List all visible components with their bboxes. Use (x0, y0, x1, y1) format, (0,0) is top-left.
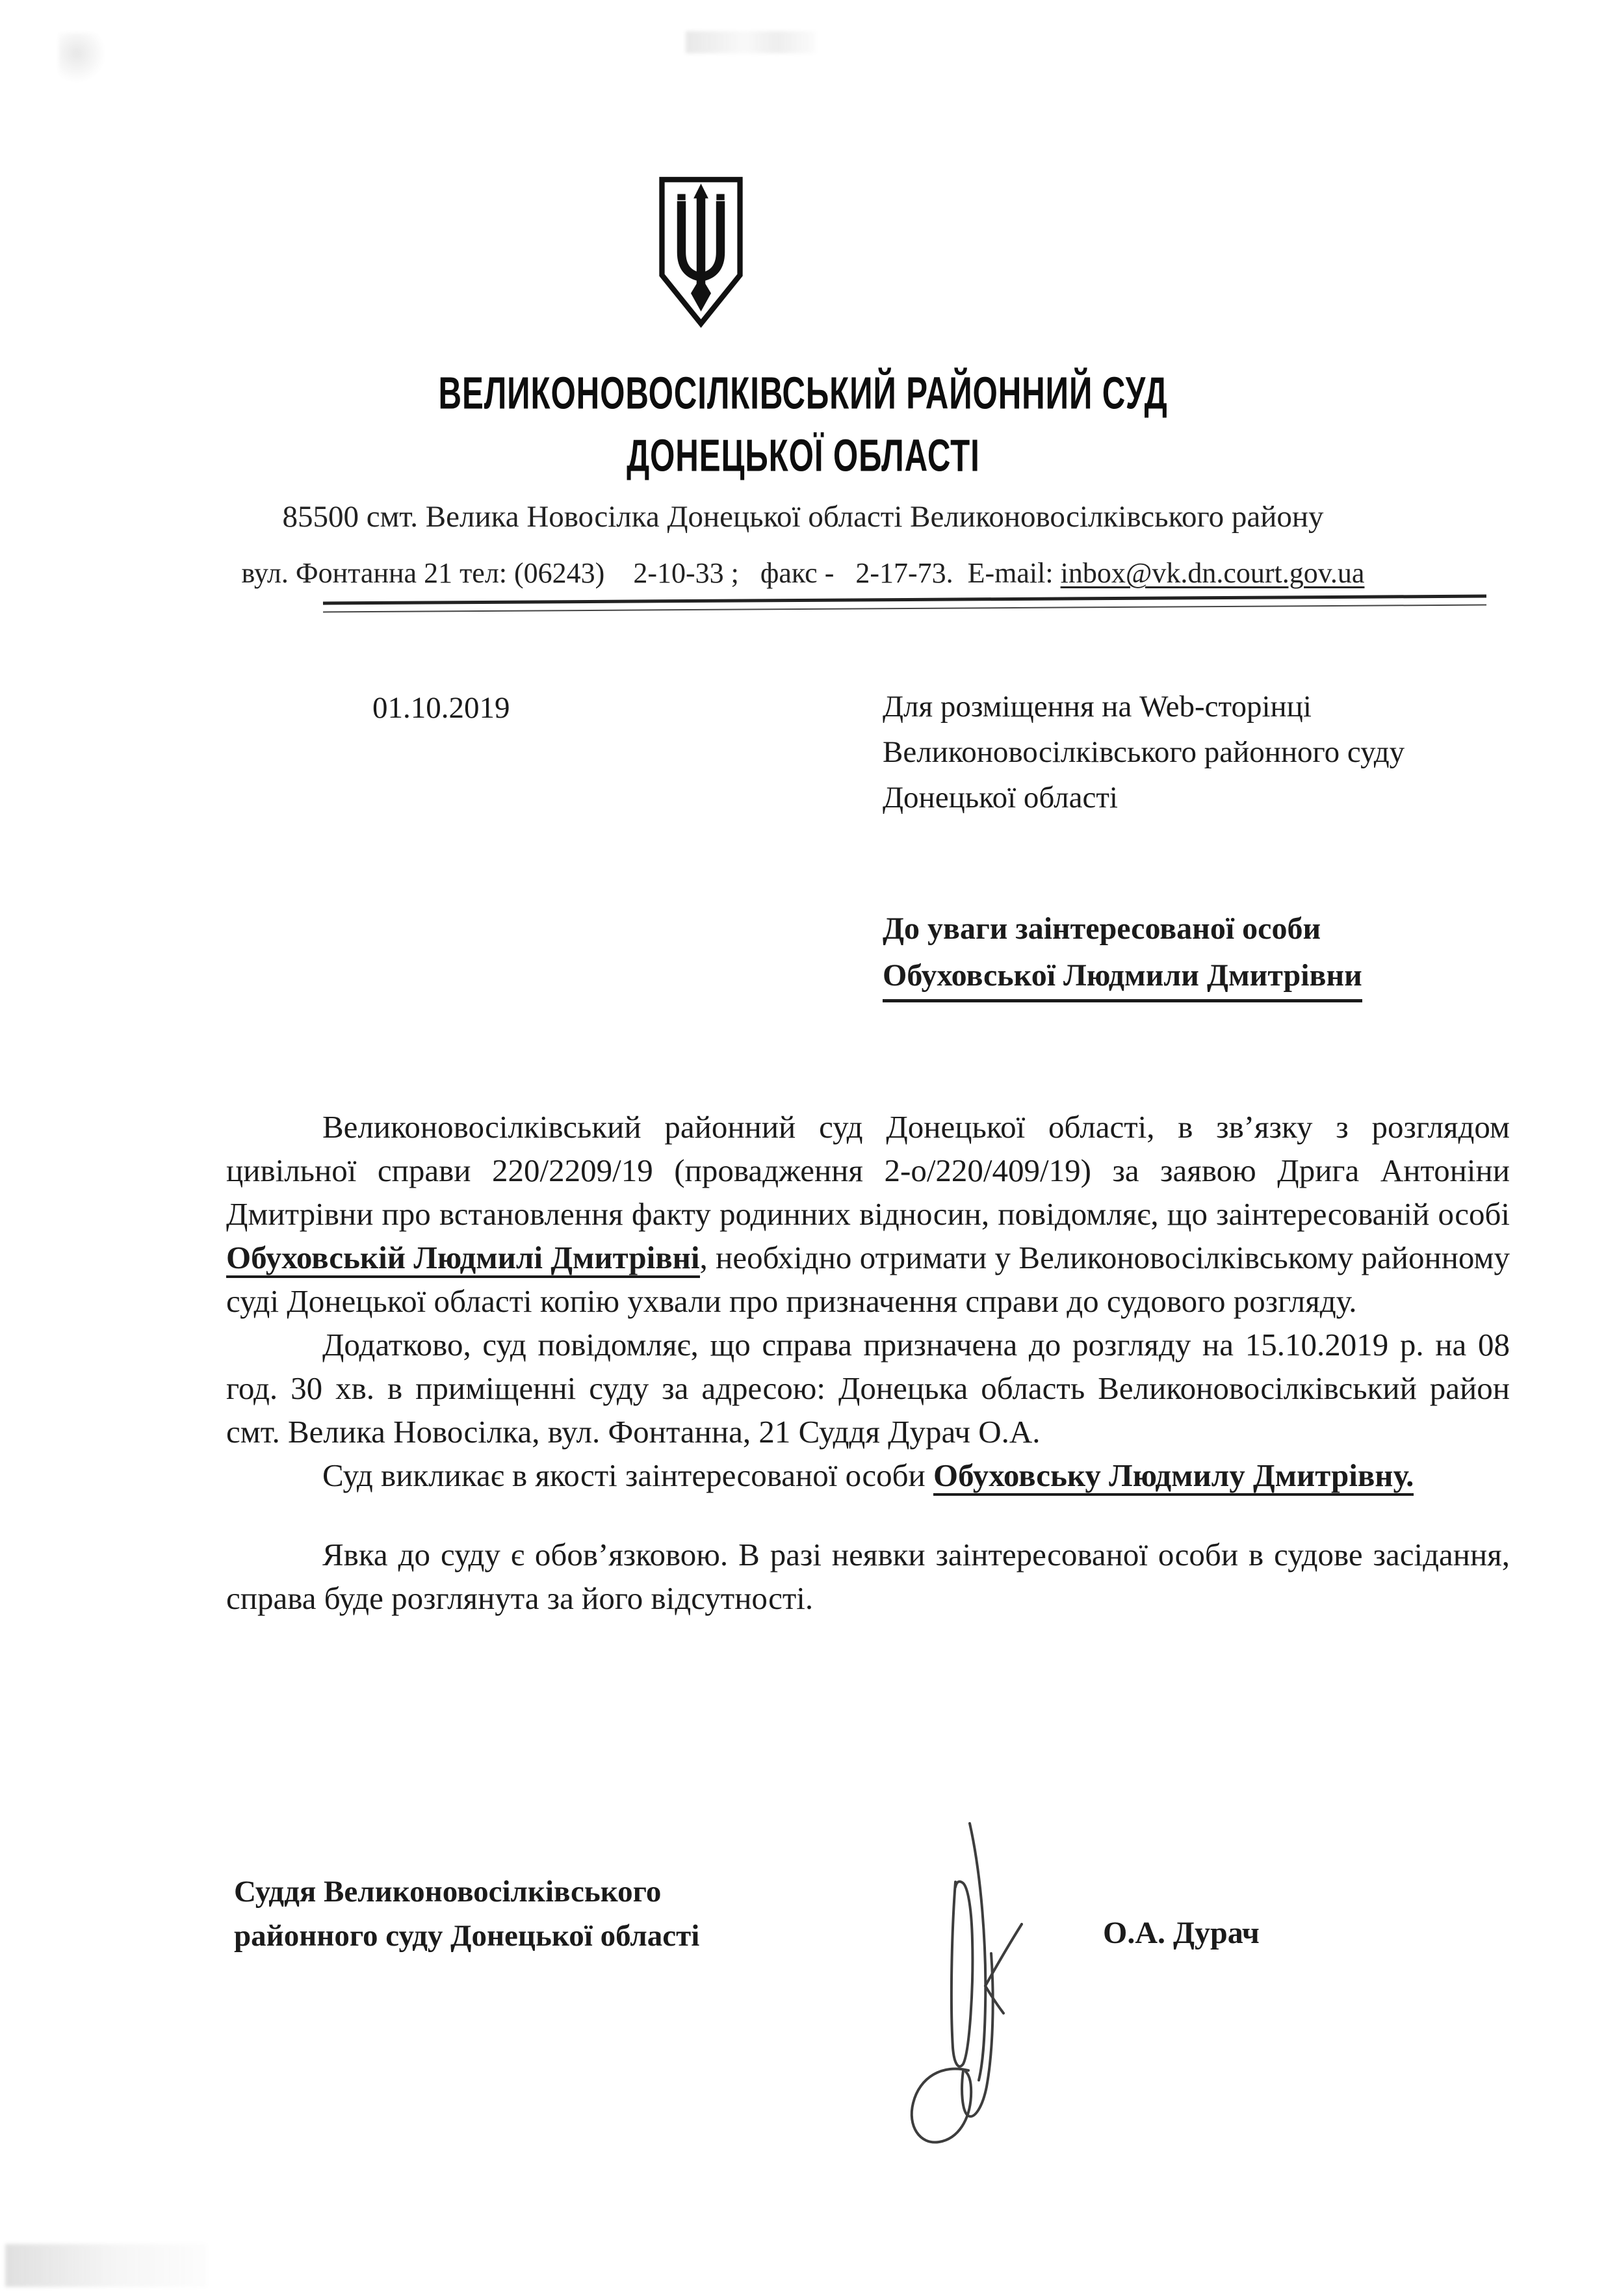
web-note-line2: Великоновосілківського районного суду (883, 735, 1405, 769)
addressee-block (883, 907, 1362, 1002)
court-name-line1-text: ВЕЛИКОНОВОСІЛКІВСЬКИЙ РАЙОННИЙ СУД (438, 367, 1168, 419)
body-paragraph-2: Додатково, суд повідомляє, що справа призначена до розгляду на 15.10.2019 р. на 08 год. 30 хв. в приміщенні суду за адресою: Донецька область Великоновосілківський район смт. Велика Новосілка, вул. Фонтанна, 21 Суддя Дурач О.А. (226, 1327, 1510, 1450)
contact-prefix: вул. Фонтанна 21 тел: (06243) 2-10-33 ; факс - 2-17-73. E-mail: (241, 557, 1061, 589)
web-note-line3: Донецької області (883, 781, 1118, 815)
paragraph1-text-start: Великоновосілківський районний суд Донецької області, в зв’язку з розглядом цивільної справи 220/2209/19 (провадження 2-о/220/409/19) за заявою Дрига Антоніни Дмитрівни про встановлення факту родинних відносин, повідомляє, що заінтересованій особі (226, 1109, 1510, 1232)
interested-person-name: Обуховській Людмилі Дмитрівні (226, 1240, 700, 1278)
document-date: 01.10.2019 (372, 691, 510, 725)
ukraine-trident-emblem-icon (653, 174, 749, 329)
paragraph1-text-end: , необхідно отримати у Великоновосілківському районному суді Донецької області копію ухвали про призначення справи до судового розгляду. (226, 1240, 1510, 1319)
signature-title (234, 1870, 699, 1958)
judge-name: О.А. Дурач (1103, 1916, 1260, 1950)
scan-smudge-bottom (5, 2244, 207, 2287)
court-name-line1 (0, 367, 1606, 419)
body-paragraph-3 (226, 1454, 1510, 1497)
scan-smudge-corner (58, 33, 104, 85)
paragraph3-prefix: Суд викликає в якості заінтересованої особи (322, 1457, 933, 1493)
web-note-line1: Для розміщення на Web-сторінці (883, 690, 1312, 724)
email-address: inbox@vk.dn.court.gov.ua (1060, 557, 1365, 589)
signature-title-line2: районного суду Донецької області (234, 1919, 700, 1953)
body-paragraph-1 (226, 1105, 1510, 1323)
addressee-name: Обуховської Людмили Дмитрівни (883, 954, 1362, 1002)
court-contact-line (0, 556, 1606, 590)
court-name-line2 (0, 430, 1606, 481)
court-name-line2-text: ДОНЕЦЬКОЇ ОБЛАСТІ (626, 430, 980, 481)
body-paragraph-4: Явка до суду є обов’язковою. В разі неявки заінтересованої особи в судове засідання, справа буде розглянута за його відсутності. (226, 1537, 1510, 1616)
scan-smudge-top (686, 31, 816, 53)
attention-heading: До уваги заінтересованої особи (883, 911, 1321, 946)
signature-title-line1: Суддя Великоновосілківського (234, 1875, 662, 1909)
letter-body (226, 1105, 1510, 1620)
handwritten-signature (858, 1791, 1059, 2155)
court-address-line: 85500 смт. Велика Новосілка Донецької області Великоновосілківського району (282, 500, 1324, 534)
letterhead-divider (323, 595, 1486, 613)
web-publication-note (883, 684, 1405, 820)
summoned-person-name: Обуховську Людмилу Дмитрівну. (933, 1457, 1414, 1496)
